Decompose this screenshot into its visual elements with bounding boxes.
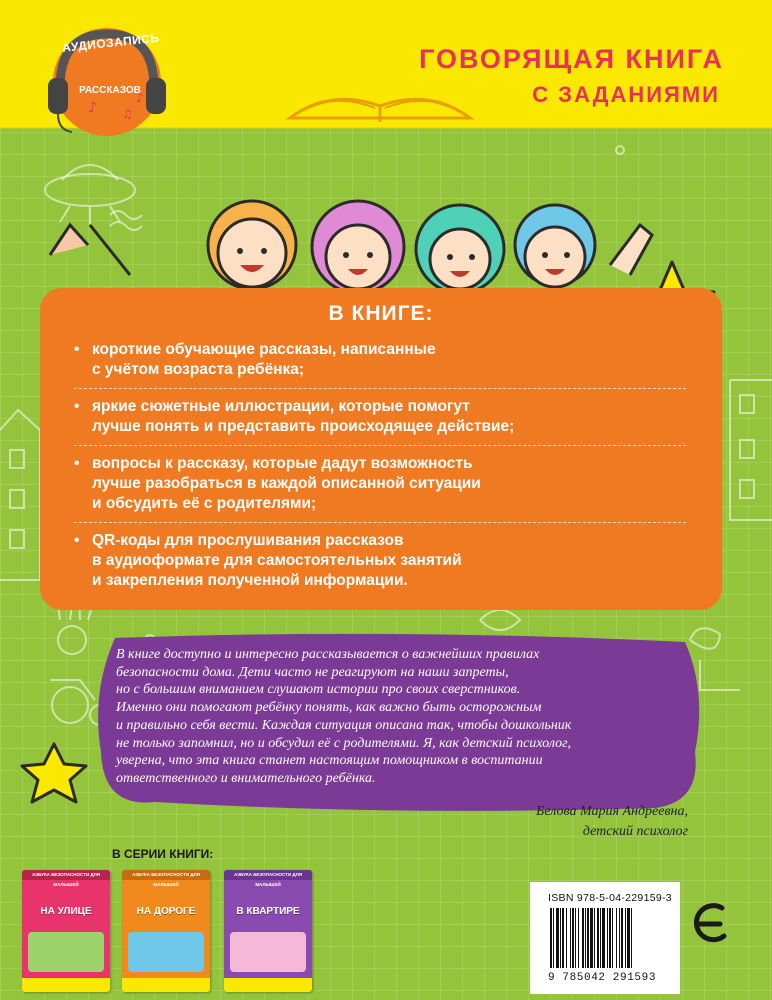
barcode-bar bbox=[600, 908, 601, 968]
cover-footer bbox=[122, 978, 210, 992]
list-item bbox=[74, 397, 694, 437]
contents-heading: В КНИГЕ: bbox=[328, 302, 434, 325]
cover-title: НА УЛИЦЕ bbox=[40, 906, 92, 917]
divider bbox=[74, 522, 686, 523]
children-illustration bbox=[40, 165, 660, 295]
bullet-dot-icon: • bbox=[74, 398, 80, 415]
divider bbox=[74, 445, 686, 446]
author-name: Белова Мария Андреевна, bbox=[536, 804, 688, 819]
quote-line: Именно они помогают ребёнку понять, как важно быть осторожным bbox=[116, 700, 542, 716]
barcode-bar bbox=[619, 908, 620, 968]
contents-list bbox=[74, 340, 694, 591]
quote-author bbox=[536, 802, 688, 842]
series-book-cover[interactable] bbox=[224, 870, 312, 992]
cover-footer bbox=[224, 978, 312, 992]
barcode-bar bbox=[578, 908, 579, 968]
barcode-bar bbox=[631, 908, 632, 968]
svg-text:♪: ♪ bbox=[88, 100, 97, 116]
cover-series-name: АЗБУКА БЕЗОПАСНОСТИ ДЛЯ МАЛЫШЕЙ bbox=[122, 870, 210, 880]
barcode-digits: 9 785042 291593 bbox=[548, 972, 657, 984]
list-item-line: лучше понять и представить происходящее действие; bbox=[92, 418, 515, 435]
barcode-bar bbox=[590, 908, 593, 968]
divider bbox=[74, 388, 686, 389]
publisher-logo-icon bbox=[690, 898, 730, 950]
list-item-line: в аудиоформате для самостоятельных занятий bbox=[92, 552, 462, 569]
quote-line: уверена, что эта книга станет настоящим помощником в воспитании bbox=[116, 753, 543, 769]
barcode-bar bbox=[612, 908, 613, 968]
list-item-line: короткие обучающие рассказы, написанные bbox=[92, 341, 436, 358]
cover-series-name: АЗБУКА БЕЗОПАСНОСТИ ДЛЯ МАЛЫШЕЙ bbox=[224, 870, 312, 880]
list-item bbox=[74, 454, 694, 514]
book-title: ГОВОРЯЩАЯ КНИГА bbox=[419, 44, 724, 74]
barcode-bar bbox=[585, 908, 586, 968]
list-item-line: с учётом возраста ребёнка; bbox=[92, 361, 305, 378]
quote-line: ответственного и внимательного ребёнка. bbox=[116, 770, 376, 786]
quote-line: но с большим вниманием слушают истории про своих сверстников. bbox=[116, 682, 521, 698]
badge-audio-label: АУДИОЗАПИСЬ bbox=[61, 30, 161, 55]
list-item bbox=[74, 340, 694, 380]
barcode-bar bbox=[556, 908, 559, 968]
barcode-bar bbox=[597, 908, 599, 968]
barcode-bar bbox=[560, 908, 561, 968]
quote-line: и правильно себя вести. Каждая ситуация описана так, чтобы дошкольник bbox=[116, 717, 572, 733]
cover-illustration bbox=[230, 932, 306, 972]
svg-text:♫: ♫ bbox=[122, 107, 133, 121]
barcode-bar bbox=[587, 908, 589, 968]
barcode-bar bbox=[562, 908, 564, 968]
barcode-bar bbox=[572, 908, 574, 968]
cover-title: НА ДОРОГЕ bbox=[136, 906, 196, 917]
svg-text:♪: ♪ bbox=[136, 91, 144, 105]
barcode-bar bbox=[582, 908, 584, 968]
list-item-line: вопросы к рассказу, которые дадут возможность bbox=[92, 455, 473, 472]
list-item-line: и закрепления полученной информации. bbox=[92, 572, 408, 589]
barcode-bar bbox=[550, 908, 552, 968]
barcode-bar bbox=[566, 908, 567, 968]
quote-line: В книге доступно и интересно рассказывается о важнейших правилах bbox=[116, 647, 540, 662]
quote-line: не только запомнил, но и обсудил её с родителями. Я, как детский психолог, bbox=[116, 735, 572, 751]
bullet-dot-icon: • bbox=[74, 455, 80, 472]
barcode-bar bbox=[627, 908, 630, 968]
list-item-line: яркие сюжетные иллюстрации, которые помогут bbox=[92, 398, 470, 415]
list-item-line: QR-коды для прослушивания рассказов bbox=[92, 532, 404, 549]
series-label: В СЕРИИ КНИГИ: bbox=[112, 847, 214, 861]
barcode-icon bbox=[548, 908, 676, 968]
book-subtitle: С ЗАДАНИЯМИ bbox=[532, 82, 720, 107]
psychologist-quote bbox=[116, 646, 696, 788]
barcode-bar bbox=[625, 908, 626, 968]
badge-stories-label: РАССКАЗОВ bbox=[79, 85, 141, 96]
list-item-line: и обсудить её с родителями; bbox=[92, 495, 317, 512]
series-book-cover[interactable] bbox=[122, 870, 210, 992]
series-book-cover[interactable] bbox=[22, 870, 110, 992]
barcode-bar bbox=[570, 908, 571, 968]
barcode-bar bbox=[575, 908, 576, 968]
barcode-bar bbox=[602, 908, 605, 968]
cover-footer bbox=[22, 978, 110, 992]
cover-illustration bbox=[128, 932, 204, 972]
list-item-line: лучше разобраться в каждой описанной ситуации bbox=[92, 475, 481, 492]
barcode-bar bbox=[609, 908, 611, 968]
isbn-number: ISBN 978-5-04-229159-3 bbox=[548, 892, 672, 904]
cover-illustration bbox=[28, 932, 104, 972]
bullet-dot-icon: • bbox=[74, 341, 80, 358]
bullet-dot-icon: • bbox=[74, 532, 80, 549]
cover-series-name: АЗБУКА БЕЗОПАСНОСТИ ДЛЯ МАЛЫШЕЙ bbox=[22, 870, 110, 880]
barcode-bar bbox=[616, 908, 617, 968]
barcode-bar bbox=[594, 908, 595, 968]
barcode-bar bbox=[607, 908, 608, 968]
cover-title: В КВАРТИРЕ bbox=[236, 906, 300, 917]
barcode-bar bbox=[553, 908, 554, 968]
quote-line: безопасности дома. Дети часто не реагируют на наши запреты, bbox=[116, 664, 509, 680]
list-item bbox=[74, 531, 694, 591]
barcode-bar bbox=[621, 908, 623, 968]
author-role: детский психолог bbox=[582, 824, 688, 839]
book-contents-panel bbox=[40, 288, 722, 610]
